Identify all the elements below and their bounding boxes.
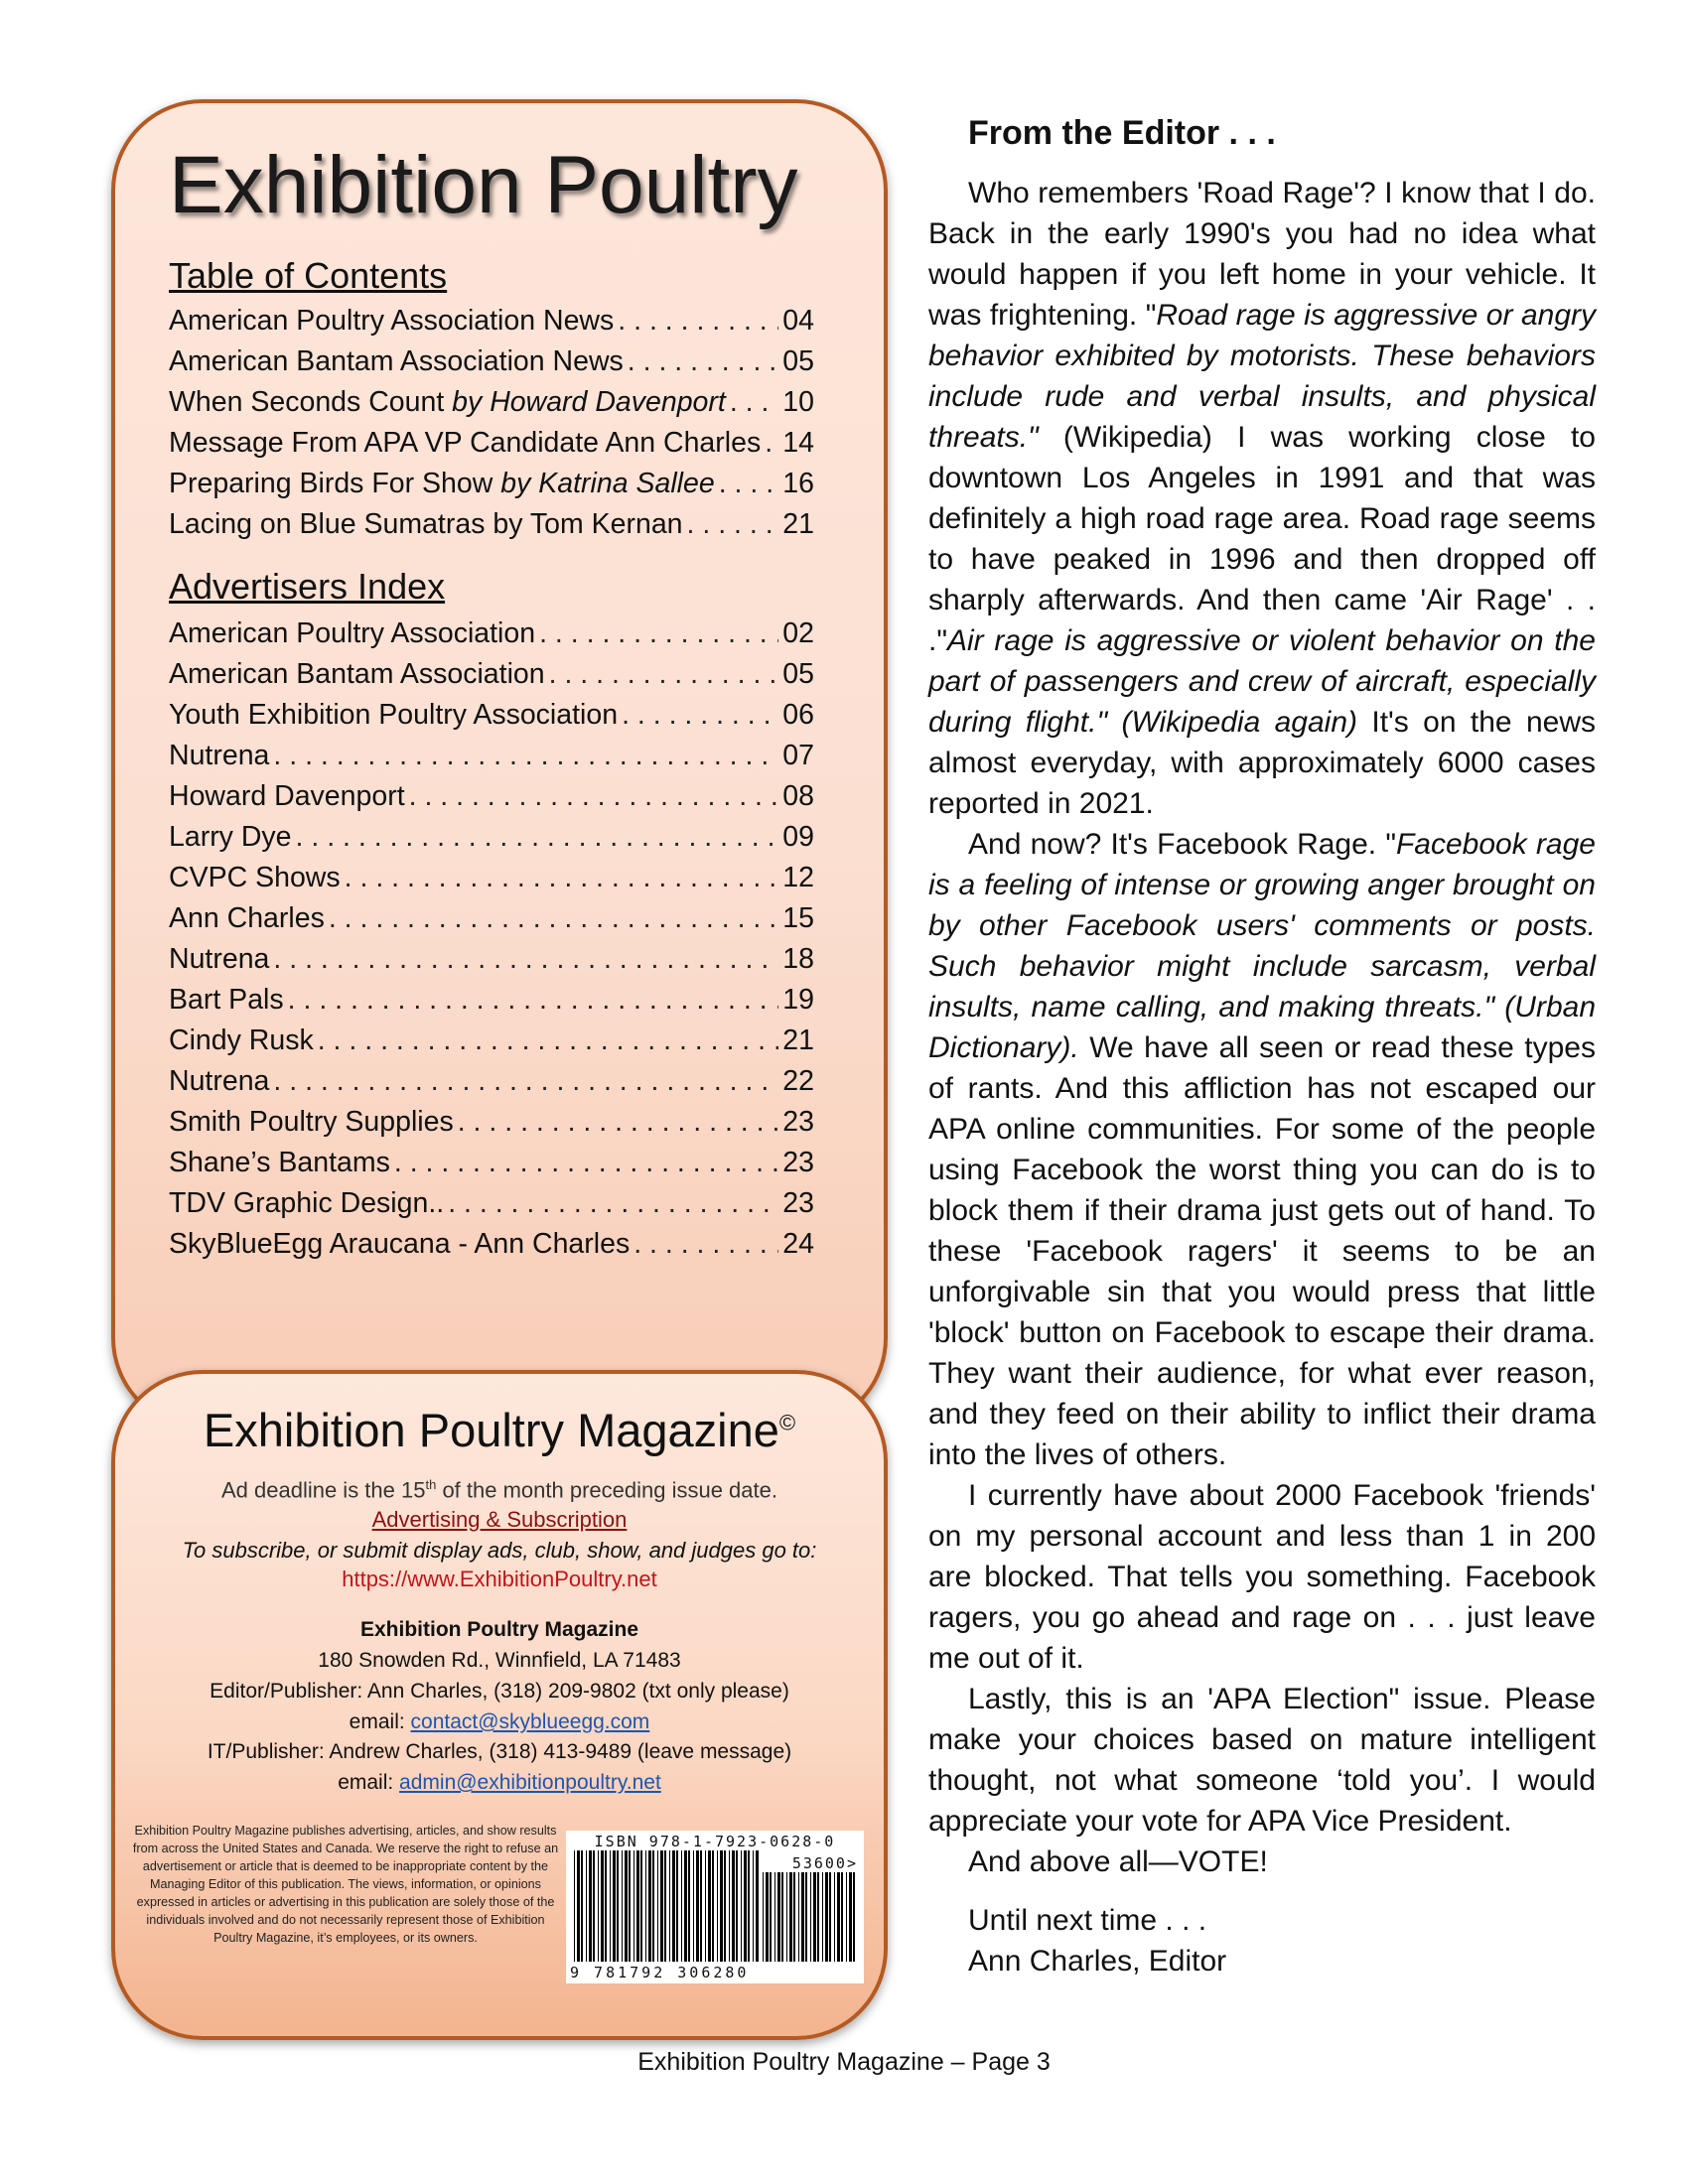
barcode-bar	[640, 1850, 642, 1962]
paragraph-4: Lastly, this is an 'APA Election" issue. Please make your choices based on mature intelligent thought, not what someone ‘told you’. I would appreciate your vote for APA Vice President.	[928, 1683, 1596, 1838]
leader-dots	[273, 939, 778, 980]
advertiser-item-page: 18	[782, 943, 814, 975]
leader-dots	[329, 898, 778, 939]
editorial-article	[928, 173, 1596, 1981]
advertising-subscription-link[interactable]: Advertising & Subscription	[371, 1507, 628, 1532]
barcode-digits: 9 781792 306280	[570, 1964, 750, 1981]
barcode-bar	[613, 1850, 616, 1962]
barcode-bar	[586, 1850, 587, 1962]
toc-item	[169, 504, 814, 545]
toc-item-name: Preparing Birds For Show by Katrina Sallee	[169, 468, 715, 499]
isbn-barcode	[566, 1831, 864, 1983]
advertiser-item-page: 02	[782, 617, 814, 649]
barcode-bar	[700, 1850, 702, 1962]
leader-dots	[273, 1061, 778, 1102]
leader-dots	[458, 1102, 779, 1143]
signature: Ann Charles, Editor	[968, 1945, 1227, 1978]
barcode-bar	[672, 1850, 675, 1962]
barcode-bar	[793, 1872, 795, 1962]
barcode-bar	[705, 1850, 706, 1962]
advertiser-item	[169, 898, 814, 939]
leader-dots	[394, 1143, 778, 1183]
toc-item-name: Lacing on Blue Sumatras by Tom Kernan	[169, 508, 683, 540]
advertiser-item-name: Howard Davenport	[169, 780, 405, 812]
barcode-bar	[645, 1850, 646, 1962]
advertiser-item-page: 19	[782, 984, 814, 1016]
advertiser-item-page: 22	[782, 1065, 814, 1097]
editor-email-line: email: contact@skyblueegg.com	[349, 1710, 650, 1733]
barcode-bar	[829, 1872, 831, 1962]
advertiser-item	[169, 1061, 814, 1102]
barcode-bar	[598, 1850, 599, 1962]
barcode-bar	[766, 1872, 769, 1962]
toc-item-page: 05	[782, 345, 814, 377]
leader-dots	[730, 382, 778, 423]
advertiser-item-page: 23	[782, 1147, 814, 1178]
leader-dots	[633, 1224, 778, 1265]
leader-dots	[318, 1021, 779, 1061]
editor-email-link[interactable]: contact@skyblueegg.com	[410, 1710, 650, 1733]
barcode-bar	[798, 1872, 799, 1962]
toc-item	[169, 382, 814, 423]
advertiser-item	[169, 736, 814, 776]
barcode-bar	[652, 1850, 654, 1962]
barcode-bar	[681, 1850, 682, 1962]
barcode-bar	[660, 1850, 663, 1962]
barcode-bar	[756, 1850, 759, 1962]
barcode-bar	[801, 1872, 804, 1962]
advertiser-item-name: CVPC Shows	[169, 862, 341, 893]
barcode-bar	[593, 1850, 595, 1962]
advertiser-item-page: 09	[782, 821, 814, 853]
barcode-bar	[781, 1872, 783, 1962]
barcode-bar	[664, 1850, 666, 1962]
paragraph-5: And above all—VOTE!	[968, 1845, 1268, 1878]
barcode-bar	[577, 1850, 580, 1962]
advertisers-list	[169, 614, 814, 1265]
toc-item-name: American Poultry Association News	[169, 305, 615, 337]
barcode-bar	[712, 1850, 714, 1962]
barcode-bar	[657, 1850, 658, 1962]
barcode-bar	[732, 1850, 735, 1962]
advertiser-item-name: Larry Dye	[169, 821, 292, 853]
barcode-bar	[817, 1872, 819, 1962]
toc-item-name: When Seconds Count by Howard Davenport	[169, 386, 726, 418]
advertiser-item-page: 23	[782, 1106, 814, 1138]
barcode-bar	[841, 1872, 843, 1962]
toc-item	[169, 464, 814, 504]
barcode-bar	[625, 1850, 628, 1962]
barcode-bar	[693, 1850, 694, 1962]
advertiser-item-name: American Poultry Association	[169, 617, 536, 649]
barcode-bar	[774, 1872, 775, 1962]
leader-dots	[409, 776, 779, 817]
toc-item-name: American Bantam Association News	[169, 345, 624, 377]
leader-dots	[765, 423, 778, 464]
it-contact: IT/Publisher: Andrew Charles, (318) 413-9489 (leave message)	[207, 1740, 792, 1763]
advertiser-item	[169, 614, 814, 654]
advertiser-item	[169, 695, 814, 736]
barcode-bar	[610, 1850, 611, 1962]
leader-dots	[296, 817, 779, 858]
closing: Until next time . . .	[968, 1904, 1207, 1937]
advertiser-item	[169, 1224, 814, 1265]
advertiser-item-name: Smith Poultry Supplies	[169, 1106, 454, 1138]
advertiser-item-page: 12	[782, 862, 814, 893]
copyright-mark: ©	[778, 1410, 796, 1435]
website-link[interactable]: https://www.ExhibitionPoultry.net	[342, 1567, 657, 1591]
barcode-bar	[763, 1872, 764, 1962]
advertiser-item-page: 21	[782, 1024, 814, 1056]
barcode-bar	[813, 1872, 816, 1962]
advertiser-item-name: Nutrena	[169, 740, 270, 771]
ad-deadline: Ad deadline is the 15th of the month preceding issue date.	[220, 1477, 777, 1503]
advertiser-item-page: 15	[782, 902, 814, 934]
advertiser-item-page: 08	[782, 780, 814, 812]
barcode-bar	[837, 1872, 840, 1962]
toc-item-page: 10	[782, 386, 814, 418]
advertiser-item-name: Cindy Rusk	[169, 1024, 314, 1056]
barcode-bar	[717, 1850, 718, 1962]
it-email-line: email: admin@exhibitionpoultry.net	[338, 1771, 661, 1794]
it-email-link[interactable]: admin@exhibitionpoultry.net	[399, 1771, 661, 1794]
barcode-bar	[786, 1872, 787, 1962]
toc-item-page: 14	[782, 427, 814, 459]
barcode-bar	[753, 1850, 754, 1962]
paragraph-1: Who remembers 'Road Rage'? I know that I do. Back in the early 1990's you had no idea what would happen if you left home in your vehicle. It was frightening. "Road rage is aggressive or angry behavior exhibited by motorists. These behaviors include rude and verbal insults, and physical threats." (Wikipedia) I was working close to downtown Los Angeles in 1991 and that was definitely a high road rage area. Road rage seems to have peaked in 1996 and then dropped off sharply afterwards. And then came 'Air Rage' . . ."Air rage is aggressive or violent behavior on the part of passengers and crew of aircraft, especially during flight." (Wikipedia again) It's on the news almost everyday, with approximately 6000 cases reported in 2021.	[928, 177, 1596, 820]
leader-dots	[628, 341, 779, 382]
barcode-bar	[633, 1850, 634, 1962]
toc-list	[169, 301, 814, 545]
price-code: 53600>	[791, 1854, 858, 1872]
advertiser-item-page: 07	[782, 740, 814, 771]
barcode-bar	[736, 1850, 738, 1962]
barcode-bar	[696, 1850, 699, 1962]
toc-heading: Table of Contents	[169, 255, 448, 296]
publisher-address: 180 Snowden Rd., Winnfield, LA 71483	[318, 1649, 681, 1672]
toc-item	[169, 341, 814, 382]
leader-dots	[618, 301, 778, 341]
toc-item	[169, 423, 814, 464]
advertiser-item	[169, 654, 814, 695]
paragraph-2: And now? It's Facebook Rage. "Facebook rage is a feeling of intense or growing anger brought on by other Facebook users' comments or posts. Such behavior might include sarcasm, verbal insults, name calling, and making threats." (Urban Dictionary). We have all seen or read these types of rants. And this affliction has not escaped our APA online communities. For some of the people using Facebook the worst thing you can do is to block them if their drama just gets out of hand. To these 'Facebook ragers' it seems to be an unforgivable sin that you would press that little 'block' button on Facebook to escape their drama. They want their audience, for what ever reason, and they feed on their ability to inflict their drama into the lives of others.	[928, 828, 1596, 1471]
toc-item	[169, 301, 814, 341]
editorial-heading: From the Editor . . .	[968, 114, 1276, 152]
advertiser-item	[169, 939, 814, 980]
barcode-bar	[669, 1850, 670, 1962]
advertisers-heading: Advertisers Index	[169, 566, 446, 607]
advertiser-item-name: American Bantam Association	[169, 658, 545, 690]
leader-dots	[345, 858, 779, 898]
advertiser-item-name: Bart Pals	[169, 984, 284, 1016]
advertiser-item	[169, 1143, 814, 1183]
barcode-bar	[729, 1850, 730, 1962]
toc-item-page: 04	[782, 305, 814, 337]
barcode-bar	[688, 1850, 690, 1962]
leader-dots	[687, 504, 779, 545]
barcode-bar	[574, 1850, 575, 1962]
barcode-bar	[846, 1872, 847, 1962]
barcode-addon	[763, 1872, 856, 1962]
barcode-bar	[810, 1872, 811, 1962]
disclaimer: Exhibition Poultry Magazine publishes advertising, articles, and show results from across the United States and Canada. We reserve the right to refuse an advertisement or article that is deemed to be inappropriate content by the Managing Editor of this publication. The views, information, or opinions expressed in articles or advertising in this publication are solely those of the individuals involved and do not necessarily represent those of Exhibition Poultry Magazine, it’s employees, or its owners.	[132, 1824, 559, 1945]
leader-dots	[622, 695, 778, 736]
advertiser-item	[169, 858, 814, 898]
barcode-bar	[805, 1872, 807, 1962]
advertiser-item-name: TDV Graphic Design..	[169, 1187, 445, 1219]
leader-dots	[448, 1183, 778, 1224]
advertiser-item	[169, 776, 814, 817]
barcode-bar	[777, 1872, 780, 1962]
toc-item-name: Message From APA VP Candidate Ann Charles	[169, 427, 762, 459]
barcode-bar	[601, 1850, 604, 1962]
barcode-bar	[741, 1850, 742, 1962]
paragraph-3: I currently have about 2000 Facebook 'friends' on my personal account and less than 1 in 200 are blocked. That tells you something. Facebook ragers, you go ahead and rage on . . . just leave me out of it.	[928, 1479, 1596, 1675]
barcode-bar	[770, 1872, 772, 1962]
barcode-bar	[676, 1850, 678, 1962]
barcode-bar	[744, 1850, 747, 1962]
barcode-bar	[589, 1850, 592, 1962]
advertiser-item	[169, 980, 814, 1021]
barcode-bar	[834, 1872, 835, 1962]
barcode-bar	[720, 1850, 723, 1962]
barcode-bar	[849, 1872, 852, 1962]
barcode-bar	[789, 1872, 792, 1962]
advertiser-item	[169, 1102, 814, 1143]
barcode-bar	[629, 1850, 631, 1962]
advertiser-item	[169, 1021, 814, 1061]
advertiser-item-page: 05	[782, 658, 814, 690]
leader-dots	[273, 736, 778, 776]
advertiser-item-name: Nutrena	[169, 943, 270, 975]
advertiser-item-name: Youth Exhibition Poultry Association	[169, 699, 619, 731]
leader-dots	[539, 614, 778, 654]
leader-dots	[288, 980, 779, 1021]
page-footer: Exhibition Poultry Magazine – Page 3	[637, 2048, 1051, 2076]
advertiser-item-page: 24	[782, 1228, 814, 1260]
barcode-bar	[724, 1850, 726, 1962]
page-title: Exhibition Poultry	[169, 140, 798, 230]
advertiser-item	[169, 817, 814, 858]
barcode-bar	[617, 1850, 619, 1962]
leader-dots	[549, 654, 779, 695]
barcode-bar	[581, 1850, 583, 1962]
isbn-number: ISBN 978-1-7923-0628-0	[594, 1833, 836, 1850]
advertiser-item-name: Ann Charles	[169, 902, 325, 934]
subscribe-instructions: To subscribe, or submit display ads, club, show, and judges go to:	[182, 1538, 817, 1563]
barcode-bar	[684, 1850, 687, 1962]
leader-dots	[719, 464, 779, 504]
magazine-title: Exhibition Poultry Magazine©	[203, 1404, 796, 1456]
barcode-main	[574, 1850, 759, 1962]
advertiser-item-page: 23	[782, 1187, 814, 1219]
publisher-name: Exhibition Poultry Magazine	[359, 1618, 639, 1641]
toc-item-page: 16	[782, 468, 814, 499]
advertiser-item-name: Nutrena	[169, 1065, 270, 1097]
barcode-bar	[605, 1850, 607, 1962]
advertiser-item	[169, 1183, 814, 1224]
barcode-bar	[825, 1872, 828, 1962]
barcode-bar	[748, 1850, 750, 1962]
barcode-bar	[648, 1850, 651, 1962]
barcode-bar	[708, 1850, 711, 1962]
barcode-bar	[822, 1872, 823, 1962]
barcode-bar	[622, 1850, 623, 1962]
advertiser-item-name: Shane’s Bantams	[169, 1147, 390, 1178]
toc-item-page: 21	[782, 508, 814, 540]
barcode-bar	[636, 1850, 639, 1962]
editor-contact: Editor/Publisher: Ann Charles, (318) 209-9802 (txt only please)	[210, 1680, 789, 1703]
advertiser-item-name: SkyBlueEgg Araucana - Ann Charles	[169, 1228, 631, 1260]
barcode-bar	[853, 1872, 855, 1962]
advertiser-item-page: 06	[782, 699, 814, 731]
